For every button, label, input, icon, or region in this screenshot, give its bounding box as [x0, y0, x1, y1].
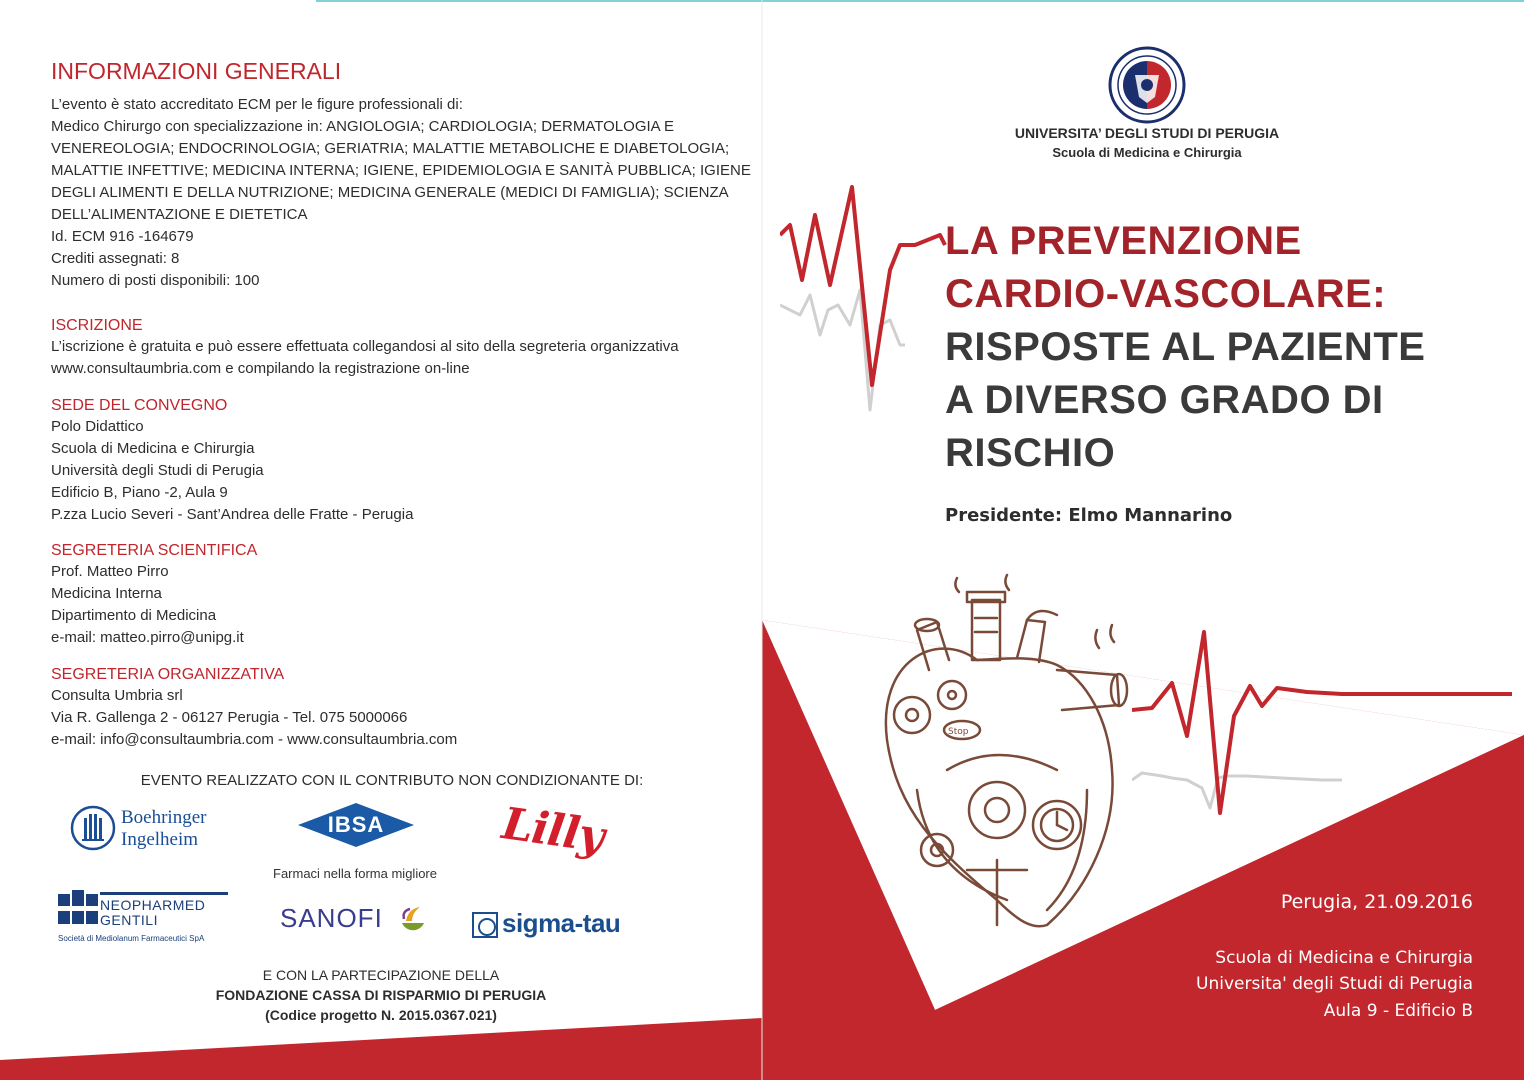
text-line: Polo Didattico: [51, 418, 144, 435]
text-line: Via R. Gallenga 2 - 06127 Perugia - Tel. 075 5000066: [51, 709, 408, 726]
text-line: MALATTIE INFETTIVE; MEDICINA INTERNA; IGIENE, EPIDEMIOLOGIA E SANITÀ PUBBLICA; IGIENE: [51, 162, 751, 179]
sigmatau-name: sigma-tau: [502, 908, 621, 938]
lilly-logo: Lilly: [498, 798, 607, 863]
university-name: UNIVERSITA’ DEGLI STUDI DI PERUGIA: [1014, 125, 1280, 141]
text-line: Prof. Matteo Pirro: [51, 563, 169, 580]
text-line: Crediti assegnati: 8: [51, 250, 180, 267]
text-line: VENEREOLOGIA; ENDOCRINOLOGIA; GERIATRIA; MALATTIE METABOLICHE E DIABETOLOGIA;: [51, 140, 730, 157]
text-line: Medicina Interna: [51, 585, 162, 602]
text-line: L’evento è stato accreditato ECM per le figure professionali di:: [51, 96, 463, 113]
title-line-2: CARDIO-VASCOLARE:: [945, 272, 1387, 316]
title-line-3: RISPOSTE AL PAZIENTE: [945, 325, 1426, 369]
text-line: Consulta Umbria srl: [51, 687, 183, 704]
text-line: Dipartimento di Medicina: [51, 607, 217, 624]
ibsa-name: IBSA: [327, 812, 385, 837]
venue-line-2: Universita' degli Studi di Perugia: [1196, 974, 1473, 994]
neopharmed-name-2: GENTILI: [100, 912, 158, 928]
boehringer-name-2: Ingelheim: [121, 829, 199, 850]
sponsors-heading: EVENTO REALIZZATO CON IL CONTRIBUTO NON CONDIZIONANTE DI:: [140, 772, 644, 789]
text-line: e-mail: matteo.pirro@unipg.it: [51, 629, 244, 646]
event-date: Perugia, 21.09.2016: [1280, 891, 1473, 913]
title-line-5: RISCHIO: [945, 431, 1116, 475]
mechanical-heart-icon: [857, 570, 1147, 950]
title-line-4: A DIVERSO GRADO DI: [945, 378, 1384, 422]
president: Presidente: Elmo Mannarino: [945, 505, 1233, 526]
ecg-line-bottom-icon: [1132, 628, 1524, 828]
general-info-heading: INFORMAZIONI GENERALI: [51, 58, 342, 84]
boehringer-name-1: Boehringer: [121, 807, 207, 828]
ecg-line-top-icon: [780, 185, 960, 415]
venue-line-1: Scuola di Medicina e Chirurgia: [1215, 948, 1473, 968]
heart-stop-label: Stop: [948, 727, 969, 737]
text-line: Id. ECM 916 -164679: [51, 228, 194, 245]
text-line: www.consultaumbria.com e compilando la registrazione on-line: [51, 360, 470, 377]
ibsa-tagline: Farmaci nella forma migliore: [273, 866, 437, 881]
text-line: L’iscrizione è gratuita e può essere effettuata collegandosi al sito della segreteria organizzativa: [51, 338, 679, 355]
university-seal-icon: [1107, 45, 1187, 125]
text-line: e-mail: info@consultaumbria.com - www.consultaumbria.com: [51, 731, 458, 748]
neopharmed-name-1: NEOPHARMED: [100, 897, 206, 913]
scientifica-heading: SEGRETERIA SCIENTIFICA: [51, 542, 258, 559]
venue-line-3: Aula 9 - Edificio B: [1323, 1001, 1473, 1021]
participation-line-3: (Codice progetto N. 2015.0367.021): [265, 1007, 497, 1023]
title-line-1: LA PREVENZIONE: [945, 219, 1302, 263]
left-red-wedge: [0, 1018, 762, 1080]
text-line: P.zza Lucio Severi - Sant’Andrea delle Fratte - Perugia: [51, 506, 414, 523]
sanofi-name: SANOFI: [280, 903, 383, 933]
text-line: DEGLI ALIMENTI E DELLA NUTRIZIONE; MEDICINA GENERALE (MEDICI DI FAMIGLIA); SCIENZA: [51, 184, 729, 201]
participation-line-2: FONDAZIONE CASSA DI RISPARMIO DI PERUGIA: [215, 987, 547, 1003]
text-line: Medico Chirurgo con specializzazione in: ANGIOLOGIA; CARDIOLOGIA; DERMATOLOGIA E: [51, 118, 674, 135]
text-line: Università degli Studi di Perugia: [51, 462, 264, 479]
iscrizione-heading: ISCRIZIONE: [51, 317, 143, 334]
sede-heading: SEDE DEL CONVEGNO: [51, 397, 228, 414]
participation-line-1: E CON LA PARTECIPAZIONE DELLA: [262, 967, 500, 983]
text-line: Numero di posti disponibili: 100: [51, 272, 260, 289]
text-line: Scuola di Medicina e Chirurgia: [51, 440, 255, 457]
neopharmed-sub: Società di Mediolanum Farmaceutici SpA: [58, 934, 205, 943]
event-title: [945, 215, 1505, 480]
text-line: Edificio B, Piano -2, Aula 9: [51, 484, 228, 501]
text-line: DELL’ALIMENTAZIONE E DIETETICA: [51, 206, 308, 223]
organizzativa-heading: SEGRETERIA ORGANIZZATIVA: [51, 666, 285, 683]
school-name: Scuola di Medicina e Chirurgia: [1052, 145, 1242, 160]
right-panel: [762, 0, 1524, 1080]
